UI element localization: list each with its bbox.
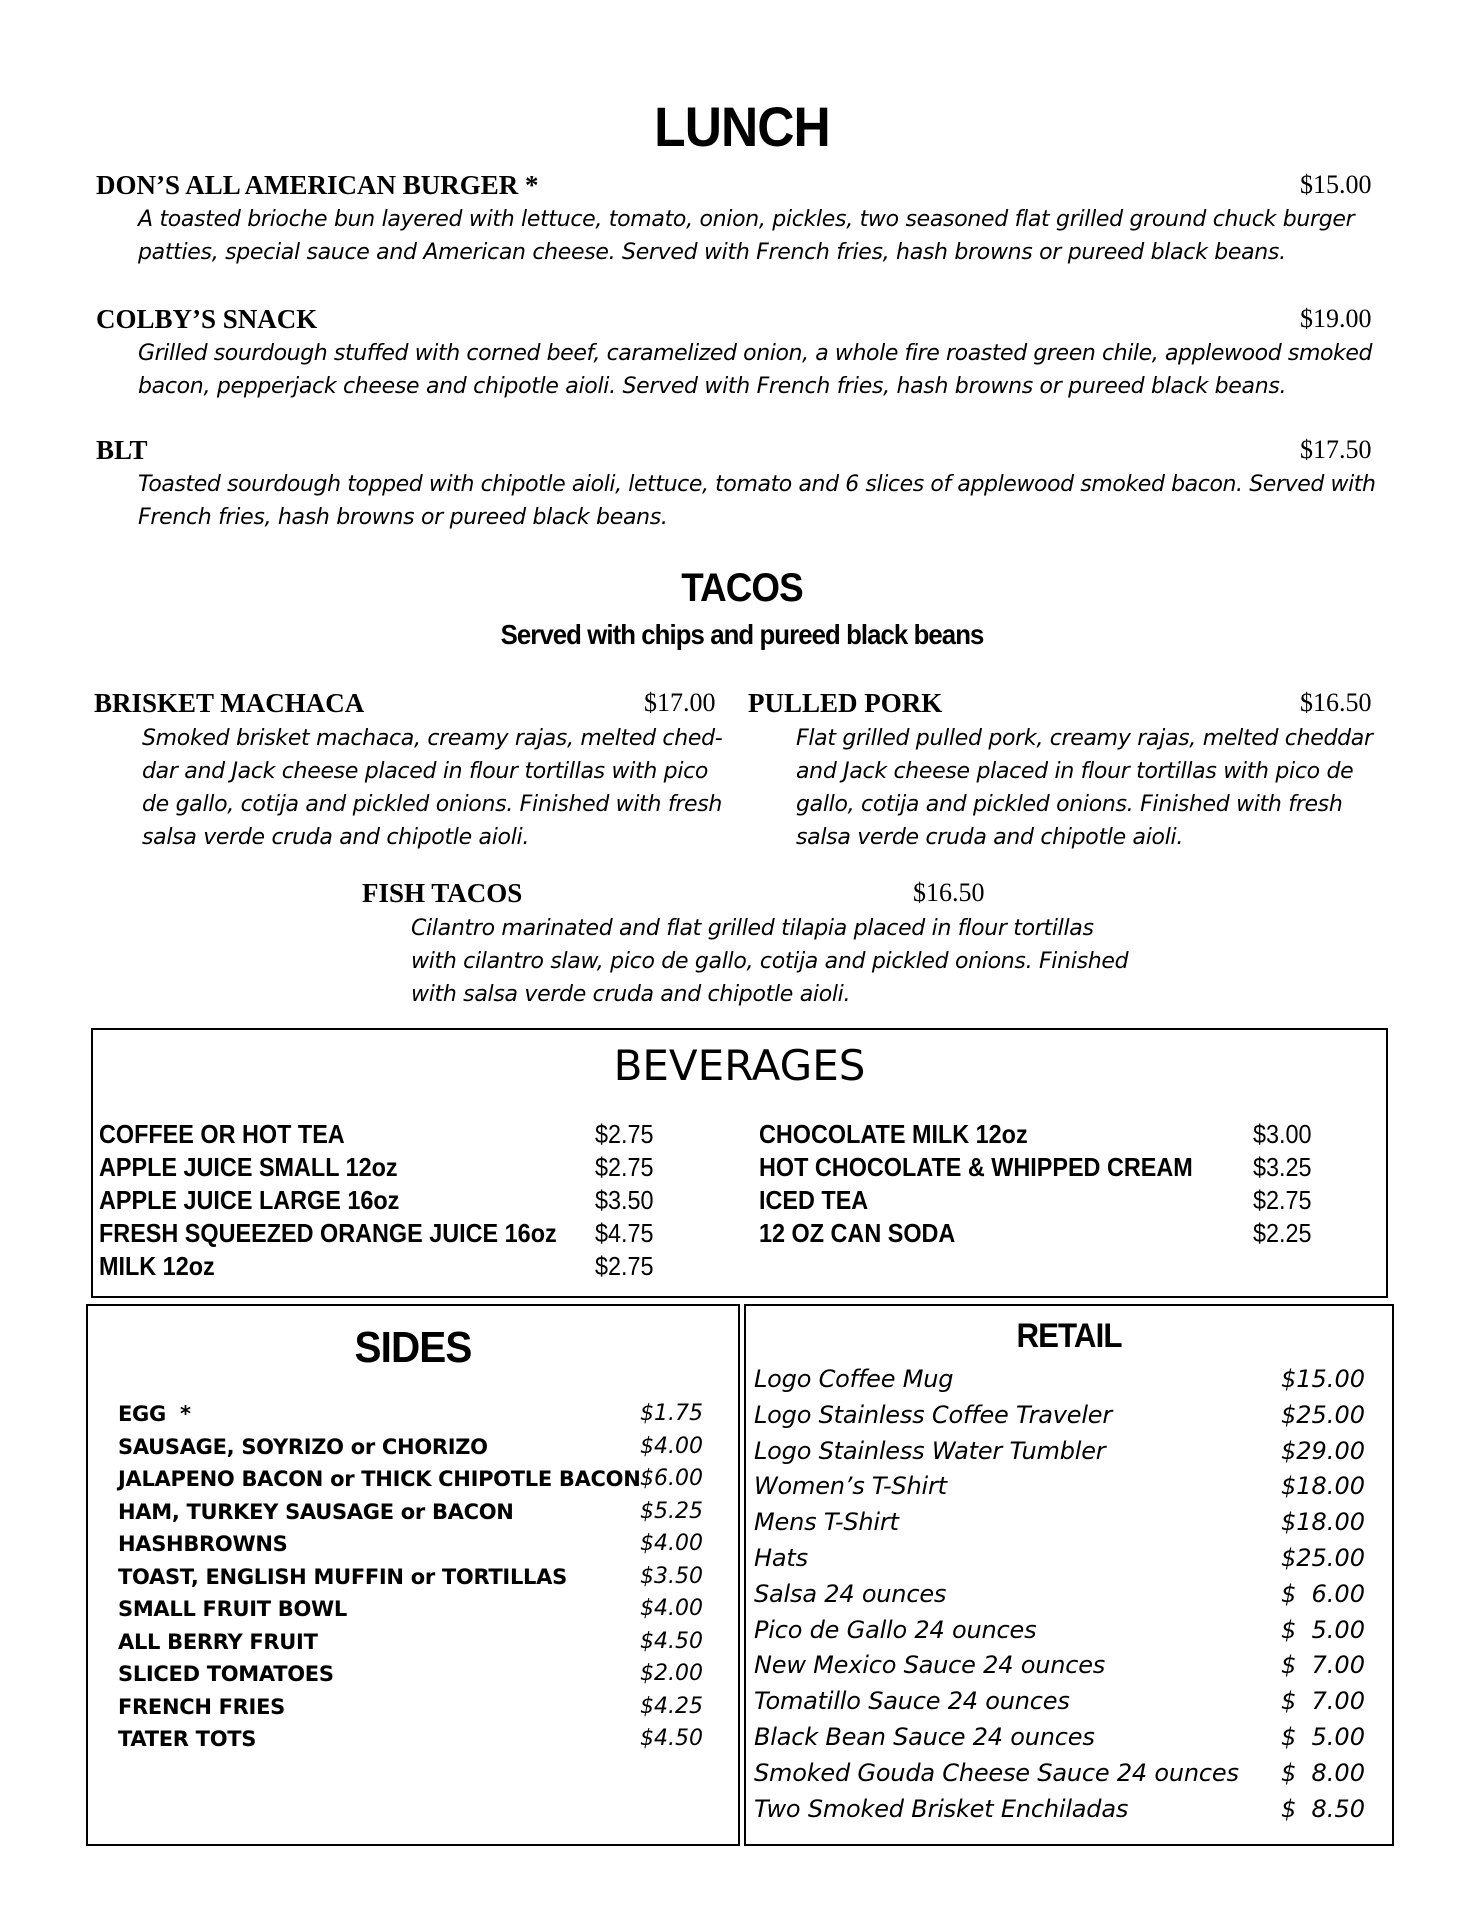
retail-item-price: $ 8.00: [1281, 1758, 1365, 1787]
retail-item-price: $ 7.00: [1281, 1687, 1365, 1716]
retail-item-price: $ 8.50: [1281, 1794, 1365, 1823]
beverage-price: $2.25: [1253, 1218, 1312, 1248]
item-description: Smoked brisket machaca, creamy rajas, melted ched-: [142, 726, 723, 751]
item-name: FISH TACOS: [362, 878, 523, 908]
retail-item-price: $25.00: [1281, 1400, 1365, 1429]
item-description: patties, special sauce and American cheese. Served with French fries, hash browns or pureed black beans.: [138, 240, 1286, 265]
item-price: $16.50: [1300, 688, 1372, 717]
side-name: HAM, TURKEY SAUSAGE or BACON: [118, 1499, 514, 1524]
beverage-price: $3.50: [595, 1185, 654, 1215]
side-name: ALL BERRY FRUIT: [118, 1629, 318, 1654]
retail-item-name: Logo Coffee Mug: [754, 1365, 954, 1393]
retail-prices: [1281, 1362, 1365, 1827]
retail-item-price: $ 6.00: [1281, 1579, 1365, 1608]
retail-item-price: $ 5.00: [1281, 1615, 1365, 1644]
item-price: $17.50: [1300, 435, 1372, 464]
beverage-price: $3.25: [1253, 1152, 1312, 1182]
side-price: $4.00: [640, 1433, 703, 1459]
beverages-title: BEVERAGES: [613, 1041, 866, 1090]
side-price: $4.50: [640, 1726, 703, 1751]
item-price: $19.00: [1300, 304, 1372, 333]
beverage-name: COFFEE OR HOT TEA: [99, 1119, 345, 1149]
beverage-name: APPLE JUICE LARGE 16oz: [99, 1185, 400, 1215]
beverage-name: 12 OZ CAN SODA: [759, 1218, 956, 1248]
item-description: and Jack cheese placed in flour tortillas with pico de: [796, 759, 1354, 784]
side-name: HASHBROWNS: [118, 1532, 288, 1556]
item-description: gallo, cotija and pickled onions. Finished with fresh: [796, 792, 1343, 817]
beverage-name: CHOCOLATE MILK 12oz: [759, 1119, 1028, 1149]
beverage-price: $2.75: [1253, 1185, 1312, 1215]
retail-item-name: Two Smoked Brisket Enchiladas: [754, 1794, 1129, 1823]
retail-item-name: Salsa 24 ounces: [754, 1579, 947, 1608]
retail-item-price: $25.00: [1281, 1543, 1365, 1572]
item-name: PULLED PORK: [748, 688, 943, 718]
retail-item-name: Hats: [754, 1543, 808, 1572]
retail-item-price: $15.00: [1281, 1365, 1365, 1393]
beverage-name: FRESH SQUEEZED ORANGE JUICE 16oz: [99, 1218, 557, 1248]
beverage-price: $2.75: [595, 1152, 654, 1182]
retail-list: [754, 1362, 1239, 1827]
side-name: FRENCH FRIES: [118, 1694, 285, 1719]
side-name: JALAPENO BACON or THICK CHIPOTLE BACON: [118, 1467, 641, 1491]
sides-box: [86, 1304, 740, 1846]
item-description: Toasted sourdough topped with chipotle aioli, lettuce, tomato and 6 slices of applewood smoked bacon. Served with: [138, 472, 1376, 497]
item-description: with salsa verde cruda and chipotle aioli.: [411, 982, 851, 1007]
side-name: TATER TOTS: [118, 1727, 257, 1751]
side-name: SAUSAGE, SOYRIZO or CHORIZO: [118, 1434, 488, 1459]
retail-item-price: $ 7.00: [1281, 1651, 1365, 1680]
beverage-name: HOT CHOCOLATE & WHIPPED CREAM: [759, 1152, 1193, 1182]
beverage-price: $2.75: [595, 1119, 654, 1149]
retail-item-name: Smoked Gouda Cheese Sauce 24 ounces: [754, 1758, 1239, 1787]
side-price: $4.00: [640, 1596, 703, 1621]
tacos-subtitle: Served with chips and pureed black beans: [500, 619, 984, 650]
item-description: de gallo, cotija and pickled onions. Finished with fresh: [142, 792, 723, 817]
side-price: $5.25: [640, 1498, 703, 1524]
beverage-price: $3.00: [1253, 1119, 1312, 1149]
item-description: with cilantro slaw, pico de gallo, cotija and pickled onions. Finished: [411, 949, 1129, 974]
item-description: bacon, pepperjack cheese and chipotle aioli. Served with French fries, hash browns or pureed black beans.: [138, 374, 1287, 399]
side-price: $4.00: [640, 1531, 703, 1556]
item-name: BRISKET MACHACA: [94, 688, 365, 718]
side-name: SMALL FRUIT BOWL: [118, 1597, 347, 1621]
item-price: $17.00: [644, 688, 716, 717]
beverage-name: ICED TEA: [759, 1185, 869, 1215]
side-price: $4.50: [640, 1628, 703, 1654]
retail-item-price: $29.00: [1281, 1436, 1365, 1465]
beverage-name: MILK 12oz: [99, 1251, 215, 1281]
sides-title: SIDES: [354, 1323, 472, 1372]
beverage-price: $2.75: [595, 1251, 654, 1281]
lunch-title: LUNCH: [654, 95, 830, 158]
item-price: $15.00: [1300, 170, 1372, 199]
retail-item-name: New Mexico Sauce 24 ounces: [754, 1651, 1106, 1680]
retail-item-name: Logo Stainless Water Tumbler: [754, 1436, 1106, 1465]
beverage-price: $4.75: [595, 1218, 654, 1248]
sides-prices: [640, 1398, 703, 1756]
retail-item-price: $18.00: [1281, 1508, 1365, 1537]
retail-item-name: Logo Stainless Coffee Traveler: [754, 1400, 1113, 1429]
retail-item-price: $18.00: [1281, 1472, 1365, 1501]
retail-item-name: Pico de Gallo 24 ounces: [754, 1615, 1037, 1644]
sides-list: [118, 1398, 641, 1756]
retail-item-price: $ 5.00: [1281, 1722, 1365, 1751]
item-description: Flat grilled pulled pork, creamy rajas, melted cheddar: [796, 726, 1373, 751]
side-price: $2.00: [640, 1661, 703, 1686]
item-price: $16.50: [913, 878, 985, 907]
item-name: COLBY’S SNACK: [96, 304, 318, 334]
item-description: French fries, hash browns or pureed black beans.: [138, 505, 668, 530]
retail-item-name: Women’s T-Shirt: [754, 1472, 947, 1501]
retail-box: [744, 1304, 1394, 1846]
side-price: $1.75: [640, 1401, 703, 1426]
retail-title: RETAIL: [1016, 1317, 1122, 1355]
item-description: salsa verde cruda and chipotle aioli.: [796, 825, 1184, 850]
side-price: $6.00: [640, 1466, 703, 1491]
side-name: TOAST, ENGLISH MUFFIN or TORTILLAS: [118, 1564, 567, 1589]
item-description: Grilled sourdough stuffed with corned beef, caramelized onion, a whole fire roasted green chile, applewood smoked: [138, 341, 1373, 366]
item-name: BLT: [96, 435, 148, 465]
side-price: $4.25: [640, 1693, 703, 1719]
retail-item-name: Mens T-Shirt: [754, 1508, 899, 1537]
item-description: dar and Jack cheese placed in flour tortillas with pico: [142, 759, 709, 784]
tacos-title: TACOS: [681, 566, 803, 610]
item-description: Cilantro marinated and flat grilled tilapia placed in flour tortillas: [411, 916, 1094, 941]
side-name: SLICED TOMATOES: [118, 1662, 334, 1686]
item-name: DON’S ALL AMERICAN BURGER *: [96, 170, 539, 200]
item-description: A toasted brioche bun layered with lettuce, tomato, onion, pickles, two seasoned flat grilled ground chuck burger: [138, 207, 1355, 232]
beverages-box: [91, 1028, 1388, 1298]
side-name: EGG *: [118, 1402, 191, 1426]
beverage-name: APPLE JUICE SMALL 12oz: [99, 1152, 398, 1182]
retail-item-name: Tomatillo Sauce 24 ounces: [754, 1687, 1070, 1716]
item-description: salsa verde cruda and chipotle aioli.: [142, 825, 530, 850]
retail-item-name: Black Bean Sauce 24 ounces: [754, 1722, 1095, 1751]
side-price: $3.50: [640, 1563, 703, 1589]
